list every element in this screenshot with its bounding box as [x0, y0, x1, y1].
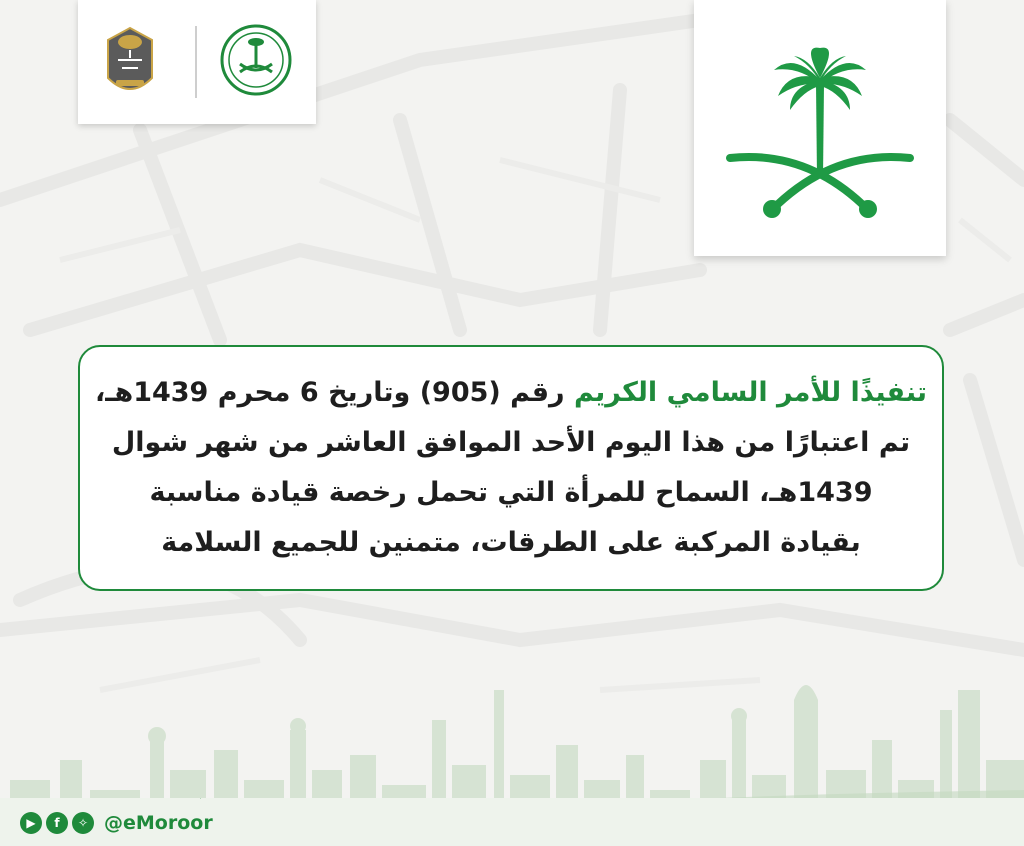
- facebook-icon[interactable]: f: [46, 812, 68, 834]
- message-line-3: 1439هـ، السماح للمرأة التي تحمل رخصة قيادة مناسبة: [149, 477, 873, 508]
- social-handle[interactable]: @eMoroor: [104, 812, 213, 834]
- national-emblem-card: [694, 0, 946, 256]
- twitter-icon[interactable]: ✧: [72, 812, 94, 834]
- logos-card: [78, 0, 316, 124]
- announcement-box: [78, 345, 944, 591]
- message-line-1: [95, 368, 927, 418]
- ministry-of-interior-logo: [222, 26, 290, 94]
- youtube-icon[interactable]: ▶: [20, 812, 42, 834]
- message-line-1-rest: رقم (905) وتاريخ 6 محرم 1439هـ،: [94, 377, 565, 408]
- message-line-4: بقيادة المركبة على الطرقات، متمنين للجميع السلامة: [161, 527, 861, 558]
- message-line-2: تم اعتبارًا من هذا اليوم الأحد الموافق العاشر من شهر شوال: [111, 427, 911, 458]
- message-highlight: تنفيذًا للأمر السامي الكريم: [573, 377, 928, 408]
- traffic-department-logo: [108, 28, 152, 89]
- social-links: [20, 812, 213, 834]
- palm-and-swords-icon: [694, 0, 946, 256]
